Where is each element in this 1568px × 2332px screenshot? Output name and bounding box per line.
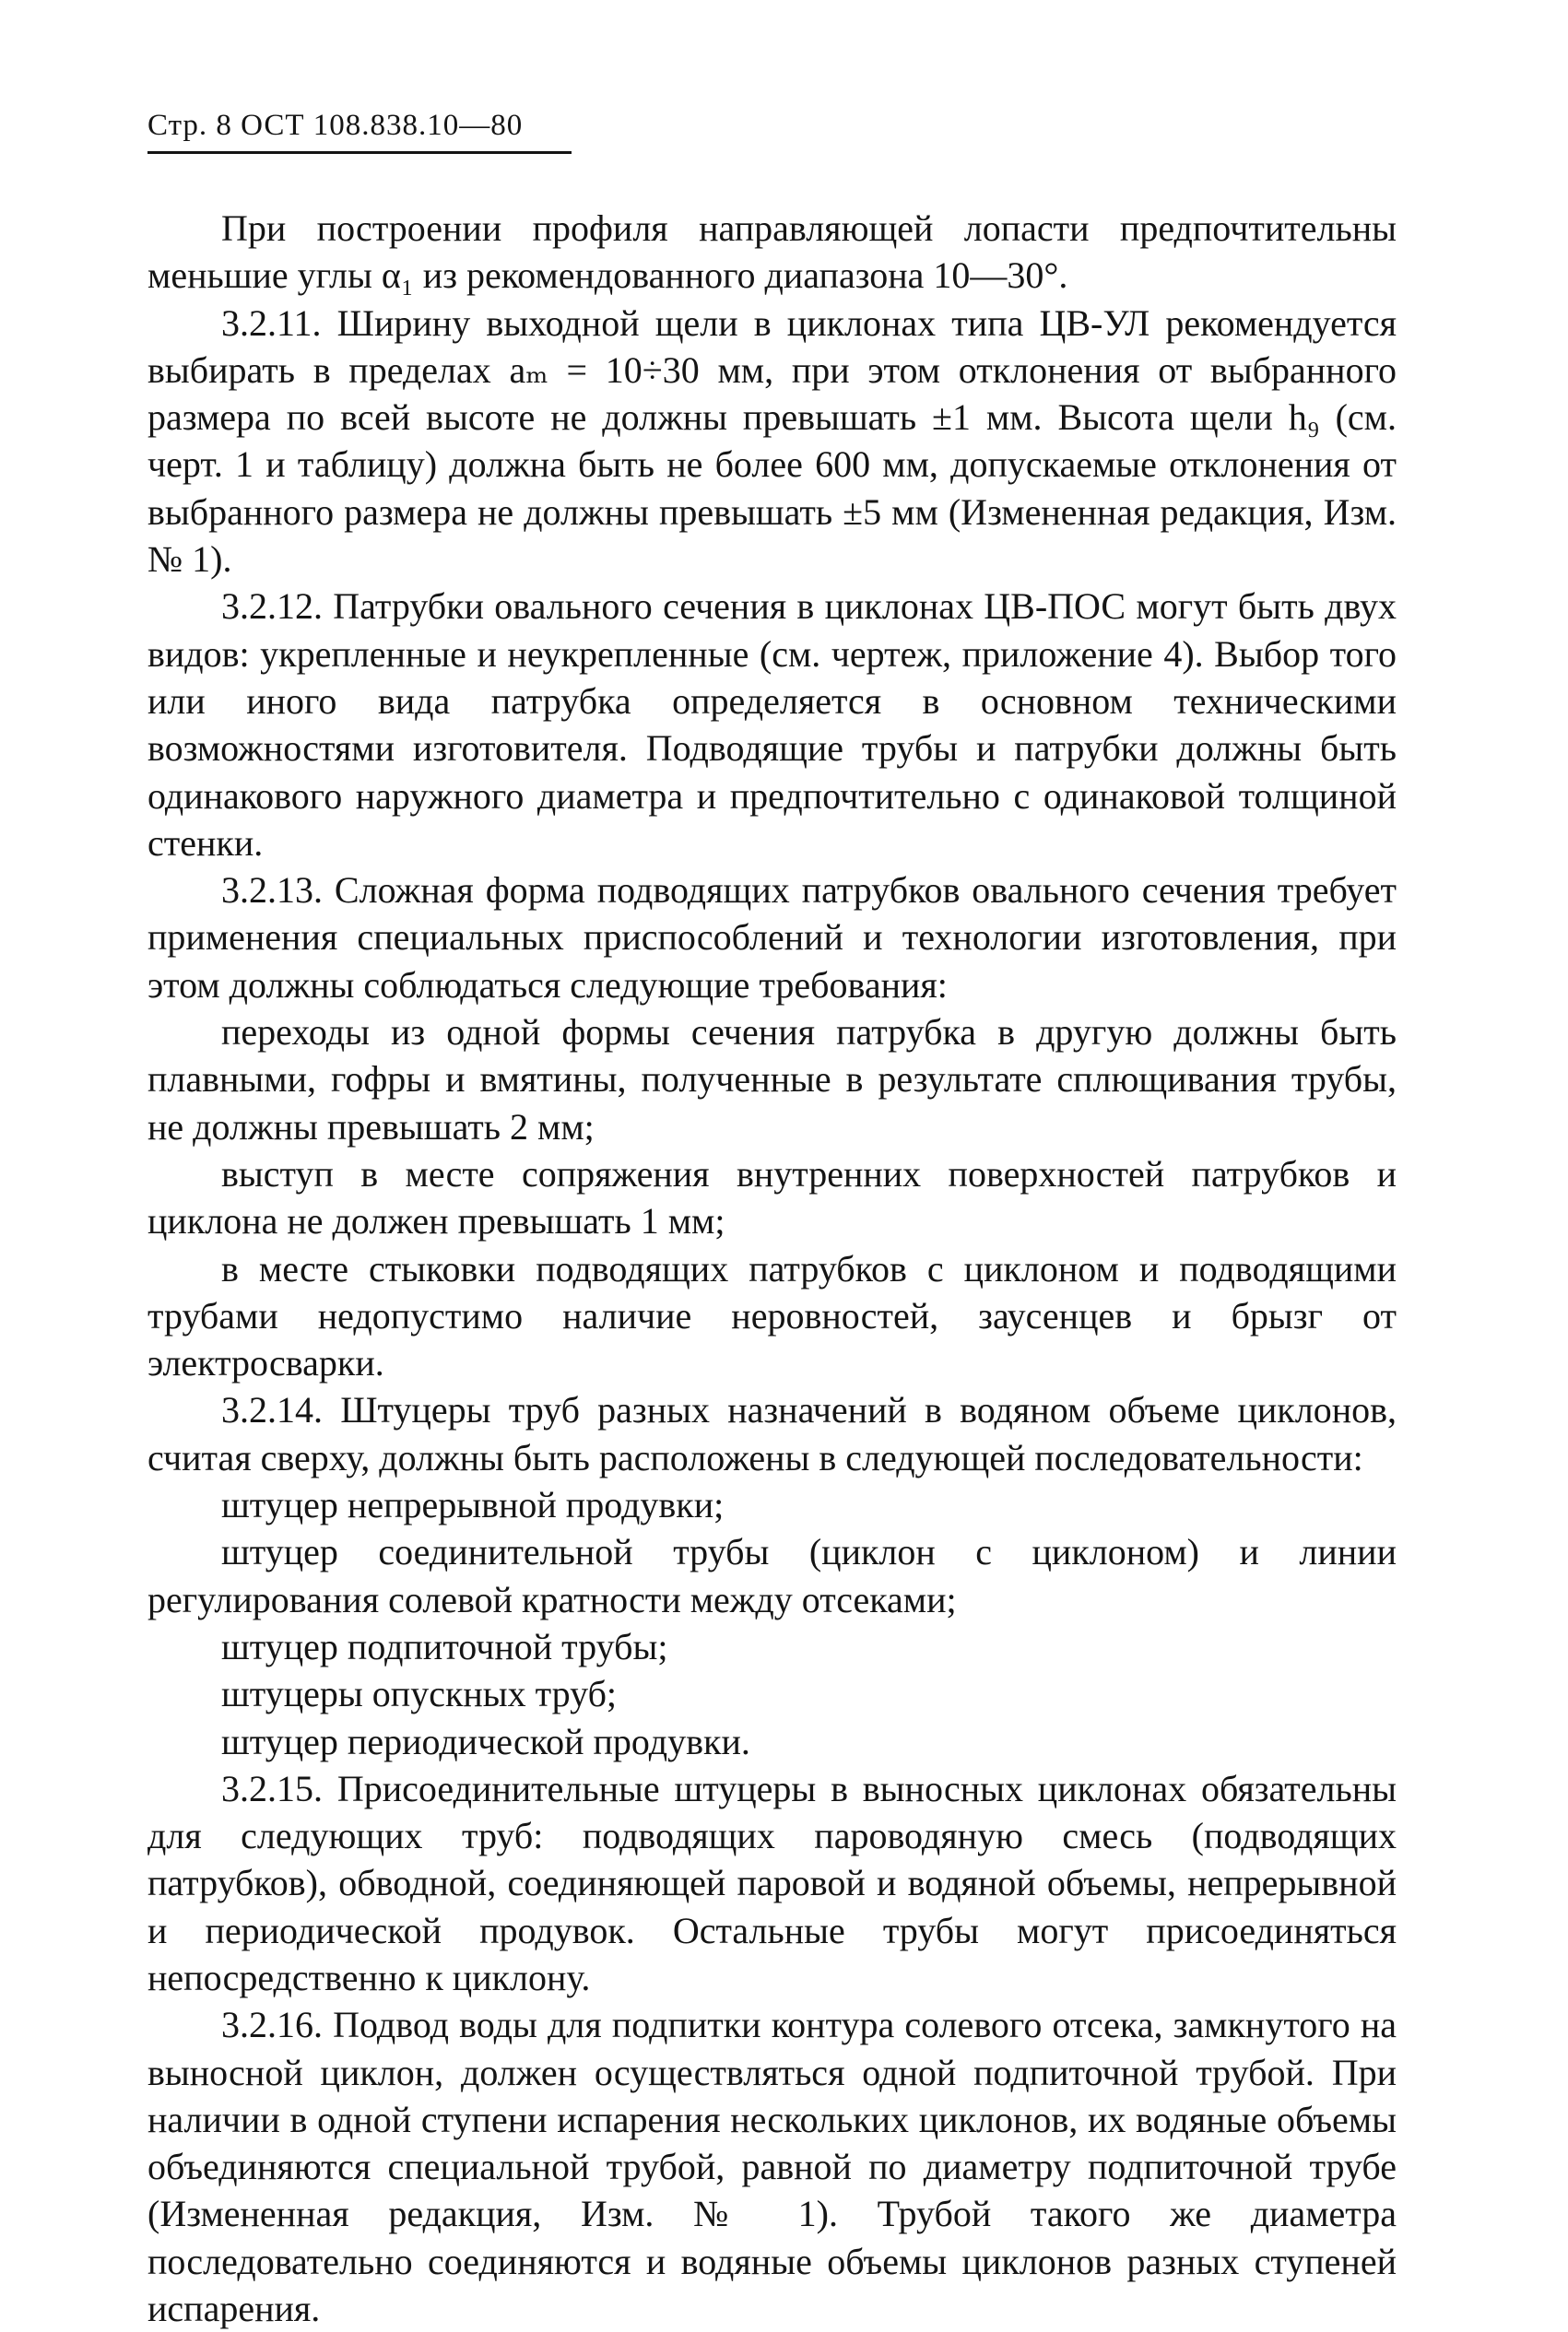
requirement-item-smooth-transition: переходы из одной формы сечения патрубка в другую должны быть плавными, гофры и вмятины, полученные в результате сплющивания трубы, не должны превышать 2 мм; bbox=[147, 1011, 1397, 1148]
paragraph-3-2-12: 3.2.12. Патрубки овального сечения в циклонах ЦВ-ПОС могут быть двух видов: укрепленные и неукрепленные (см. чертеж, приложение 4). Выбор того или иного вида патрубка определяется в основном техническими возможностями изготовителя. Подводящие трубы и патрубки должны быть одинакового наружного диаметра и предпочтительно с одинаковой толщиной стенки. bbox=[147, 585, 1397, 864]
document-body bbox=[147, 205, 1397, 2332]
fitting-item-connecting-pipe: штуцер соединительной трубы (циклон с циклоном) и линии регулирования солевой кратности между отсеками; bbox=[147, 1531, 1397, 1620]
paragraph-intro: При построении профиля направляющей лопасти предпочтительны меньшие углы α₁ из рекомендованного диапазона 10—30°. bbox=[147, 207, 1397, 297]
paragraph-3-2-15: 3.2.15. Присоединительные штуцеры в выносных циклонах обязательны для следующих труб: подводящих пароводяную смесь (подводящих патрубков), обводной, соединяющей паровой и водяной объемы, непрерывной и периодической продувок. Остальные трубы могут присоединяться непосредственно к циклону. bbox=[147, 1767, 1397, 1998]
requirement-item-protrusion: выступ в месте сопряжения внутренних поверхностей патрубков и циклона не должен превышать 1 мм; bbox=[147, 1152, 1397, 1243]
paragraph-3-2-14: 3.2.14. Штуцеры труб разных назначений в водяном объеме циклонов, считая сверху, должны быть расположены в следующей последовательности: bbox=[147, 1389, 1397, 1478]
fitting-item-makeup-pipe: штуцер подпиточной трубы; bbox=[221, 1625, 668, 1667]
requirement-item-weld-spatter: в месте стыковки подводящих патрубков с циклоном и подводящими трубами недопустимо наличие неровностей, заусенцев и брызг от электросварки. bbox=[147, 1247, 1397, 1384]
paragraph-3-2-13: 3.2.13. Сложная форма подводящих патрубков овального сечения требует применения специальных приспособлений и технологии изготовления, при этом должны соблюдаться следующие требования: bbox=[147, 869, 1397, 1006]
fitting-item-periodic-blowdown: штуцер периодической продувки. bbox=[221, 1720, 750, 1762]
fitting-item-continuous-blowdown: штуцер непрерывной продувки; bbox=[221, 1484, 725, 1526]
paragraph-3-2-16: 3.2.16. Подвод воды для подпитки контура солевого отсека, замкнутого на выносной циклон, должен осуществляться одной подпиточной трубой. При наличии в одной ступени испарения нескольких циклонов, их водяные объемы объединяются специальной трубой, равной по диаметру подпиточной трубе (Измененная редакция, Изм. № 1). Трубой такого же диаметра последовательно соединяются и водяные объемы циклонов разных ступеней испарения. bbox=[147, 2004, 1397, 2330]
header-underline bbox=[147, 151, 572, 154]
page-header: Стр. 8 ОСТ 108.838.10—80 bbox=[147, 109, 524, 142]
fitting-item-downcomers: штуцеры опускных труб; bbox=[221, 1673, 618, 1715]
paragraph-3-2-11: 3.2.11. Ширину выходной щели в циклонах типа ЦВ-УЛ рекомендуется выбирать в пределах aₘ = 10÷30 мм, при этом отклонения от выбранного размера по всей высоте не должны превышать ±1 мм. Высота щели h₉ (см. черт. 1 и таблицу) должна быть не более 600 мм, допускаемые отклонения от выбранного размера не должны превышать ±5 мм (Измененная редакция, Изм. № 1). bbox=[147, 301, 1397, 581]
